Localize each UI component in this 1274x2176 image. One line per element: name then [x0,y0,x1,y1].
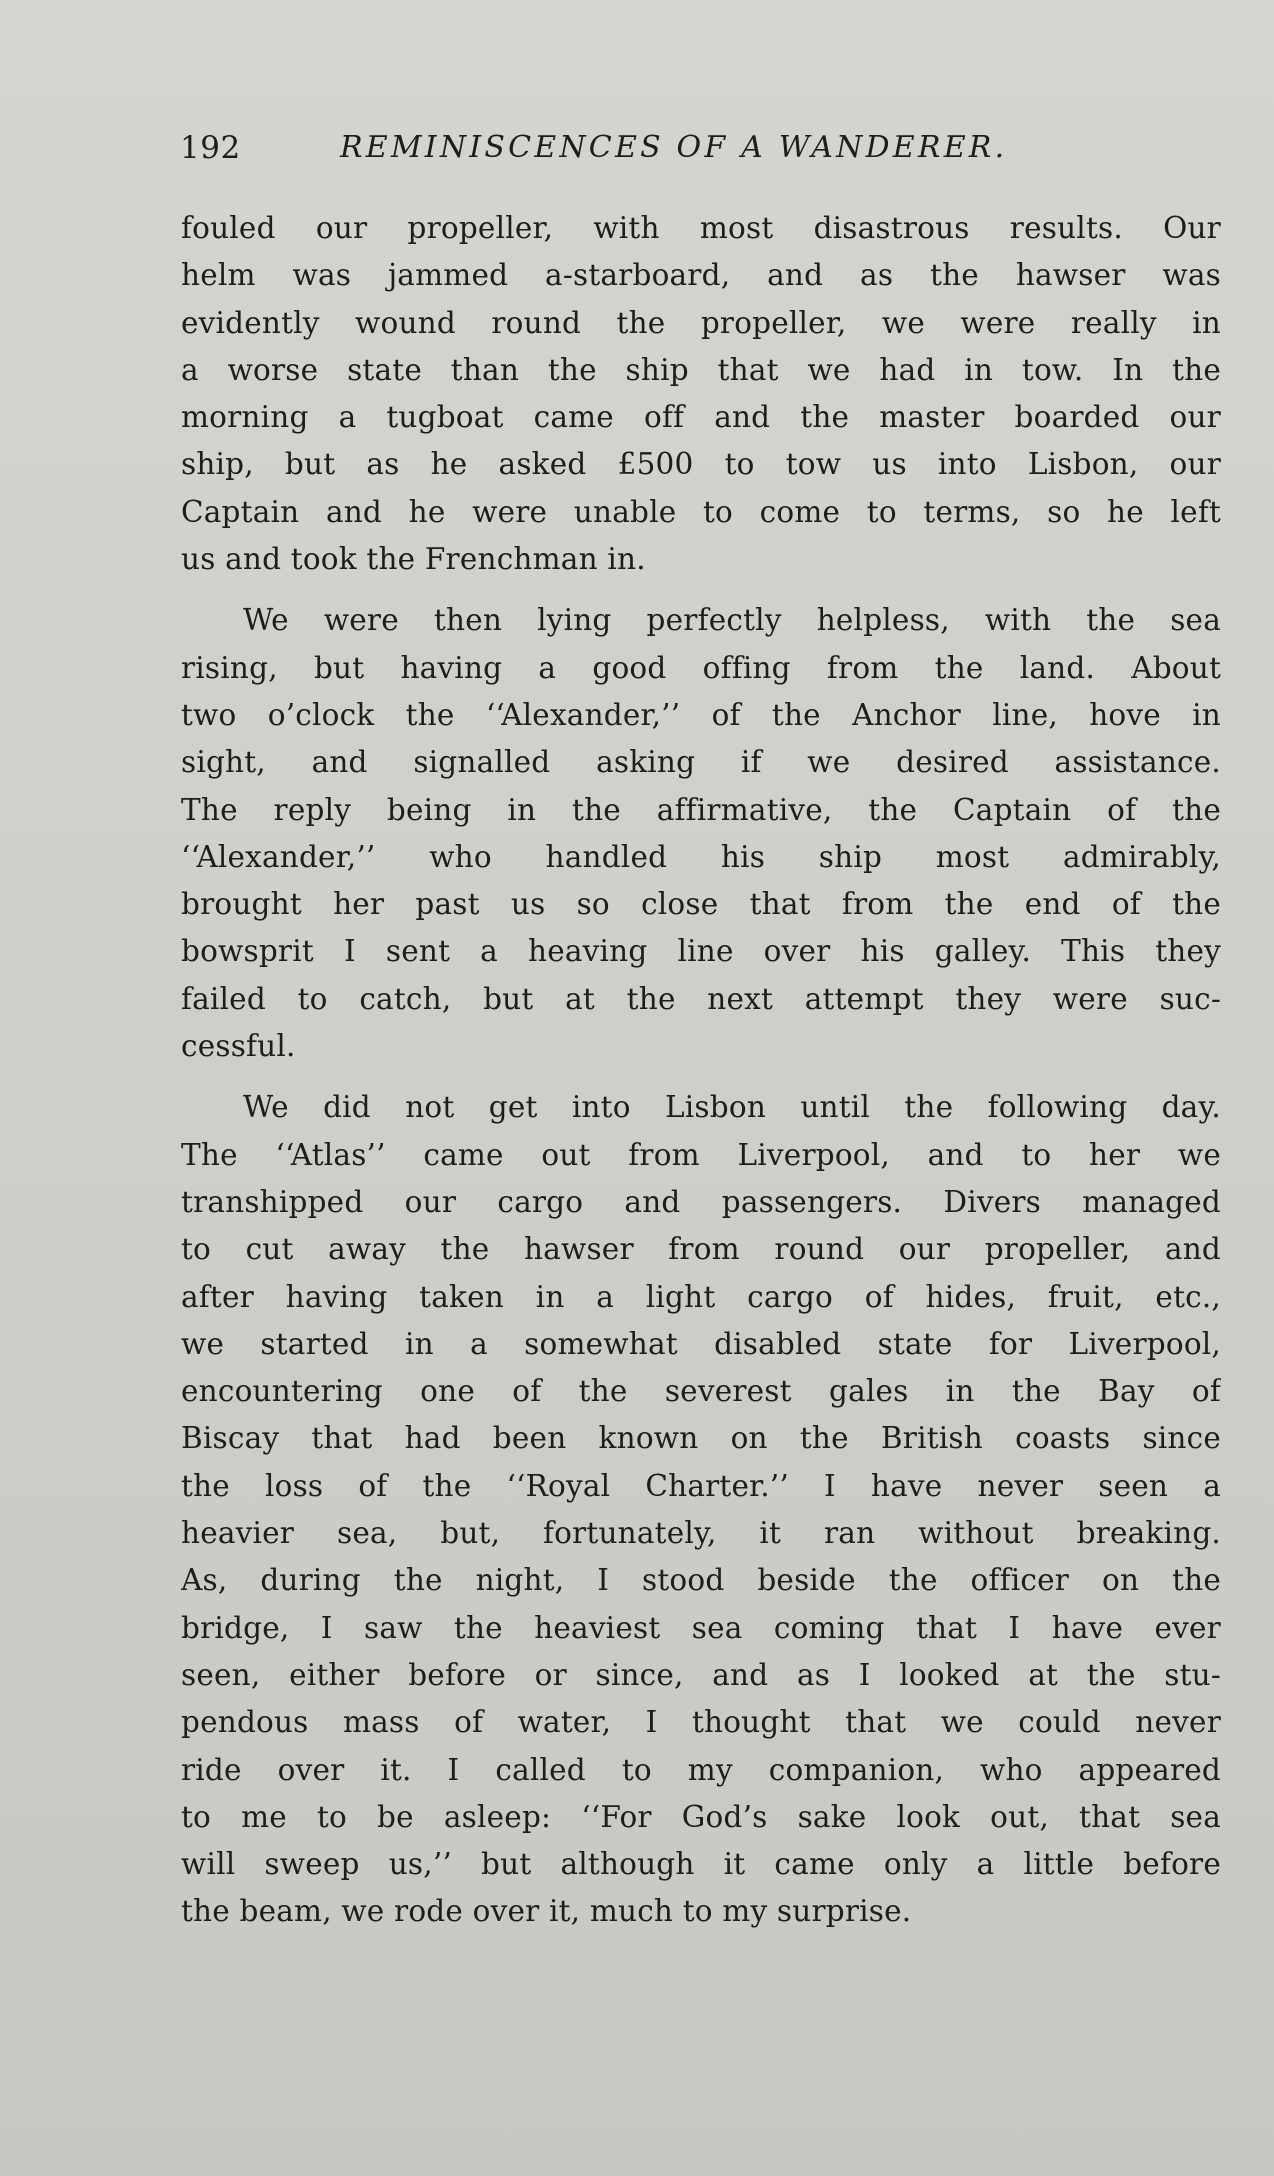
text-line: rising, but having a good offing from the land. About [181,650,1221,685]
body-text [181,205,1221,1950]
text-line: will sweep us,’’ but although it came only a little before [181,1847,1221,1882]
text-line: ‘‘Alexander,’’ who handled his ship most admirably, [181,839,1221,874]
text-line: to me to be asleep: ‘‘For God’s sake look out, that sea [181,1799,1221,1834]
text-line: brought her past us so close that from the end of the [181,887,1221,922]
text-line: the beam, we rode over it, much to my surprise. [181,1894,912,1929]
paragraph-2 [181,597,1221,1070]
text-line: two o’clock the ‘‘Alexander,’’ of the Anchor line, hove in [181,697,1221,732]
text-line: pendous mass of water, I thought that we could never [181,1705,1221,1740]
text-line: fouled our propeller, with most disastrous results. Our [181,211,1221,245]
text-line: us and took the Frenchman in. [181,542,646,577]
text-line: encountering one of the severest gales in the Bay of [181,1374,1221,1409]
text-line: a worse state than the ship that we had in tow. In the [181,352,1221,387]
text-line: to cut away the hawser from round our propeller, and [181,1232,1221,1267]
text-line: We were then lying perfectly helpless, with the sea [243,603,1221,638]
text-line: We did not get into Lisbon until the following day. [243,1090,1221,1125]
text-line: the loss of the ‘‘Royal Charter.’’ I have never seen a [181,1468,1221,1503]
text-line: sight, and signalled asking if we desired assistance. [181,745,1221,780]
text-line: bowsprit I sent a heaving line over his galley. This they [181,934,1221,969]
text-line: Biscay that had been known on the British coasts since [181,1421,1221,1456]
running-title: REMINISCENCES OF A WANDERER. [340,130,1008,165]
text-line: As, during the night, I stood beside the officer on the [181,1563,1221,1598]
text-line: ship, but as he asked £500 to tow us into Lisbon, our [181,447,1221,482]
text-line: bridge, I saw the heaviest sea coming that I have ever [181,1610,1221,1645]
running-head [180,130,1085,174]
text-line: The reply being in the affirmative, the Captain of the [181,792,1221,827]
text-line: transhipped our cargo and passengers. Divers managed [181,1184,1221,1219]
text-line: helm was jammed a-starboard, and as the hawser was [181,258,1221,293]
text-line: evidently wound round the propeller, we were really in [181,305,1221,340]
text-line: ride over it. I called to my companion, who appeared [181,1752,1221,1787]
text-line: failed to catch, but at the next attempt they were suc- [181,981,1221,1016]
text-line: cessful. [181,1029,296,1064]
text-line: seen, either before or since, and as I looked at the stu- [181,1657,1221,1692]
text-line: morning a tugboat came off and the master boarded our [181,400,1221,435]
text-line: after having taken in a light cargo of hides, fruit, etc., [181,1279,1221,1314]
text-line: heavier sea, but, fortunately, it ran without breaking. [181,1516,1221,1551]
page-number: 192 [180,130,241,166]
paragraph-3 [181,1084,1221,1935]
text-line: we started in a somewhat disabled state for Liverpool, [181,1326,1221,1361]
text-line: The ‘‘Atlas’’ came out from Liverpool, and to her we [181,1137,1221,1172]
paragraph-1 [181,205,1221,583]
text-line: Captain and he were unable to come to terms, so he left [181,494,1221,529]
